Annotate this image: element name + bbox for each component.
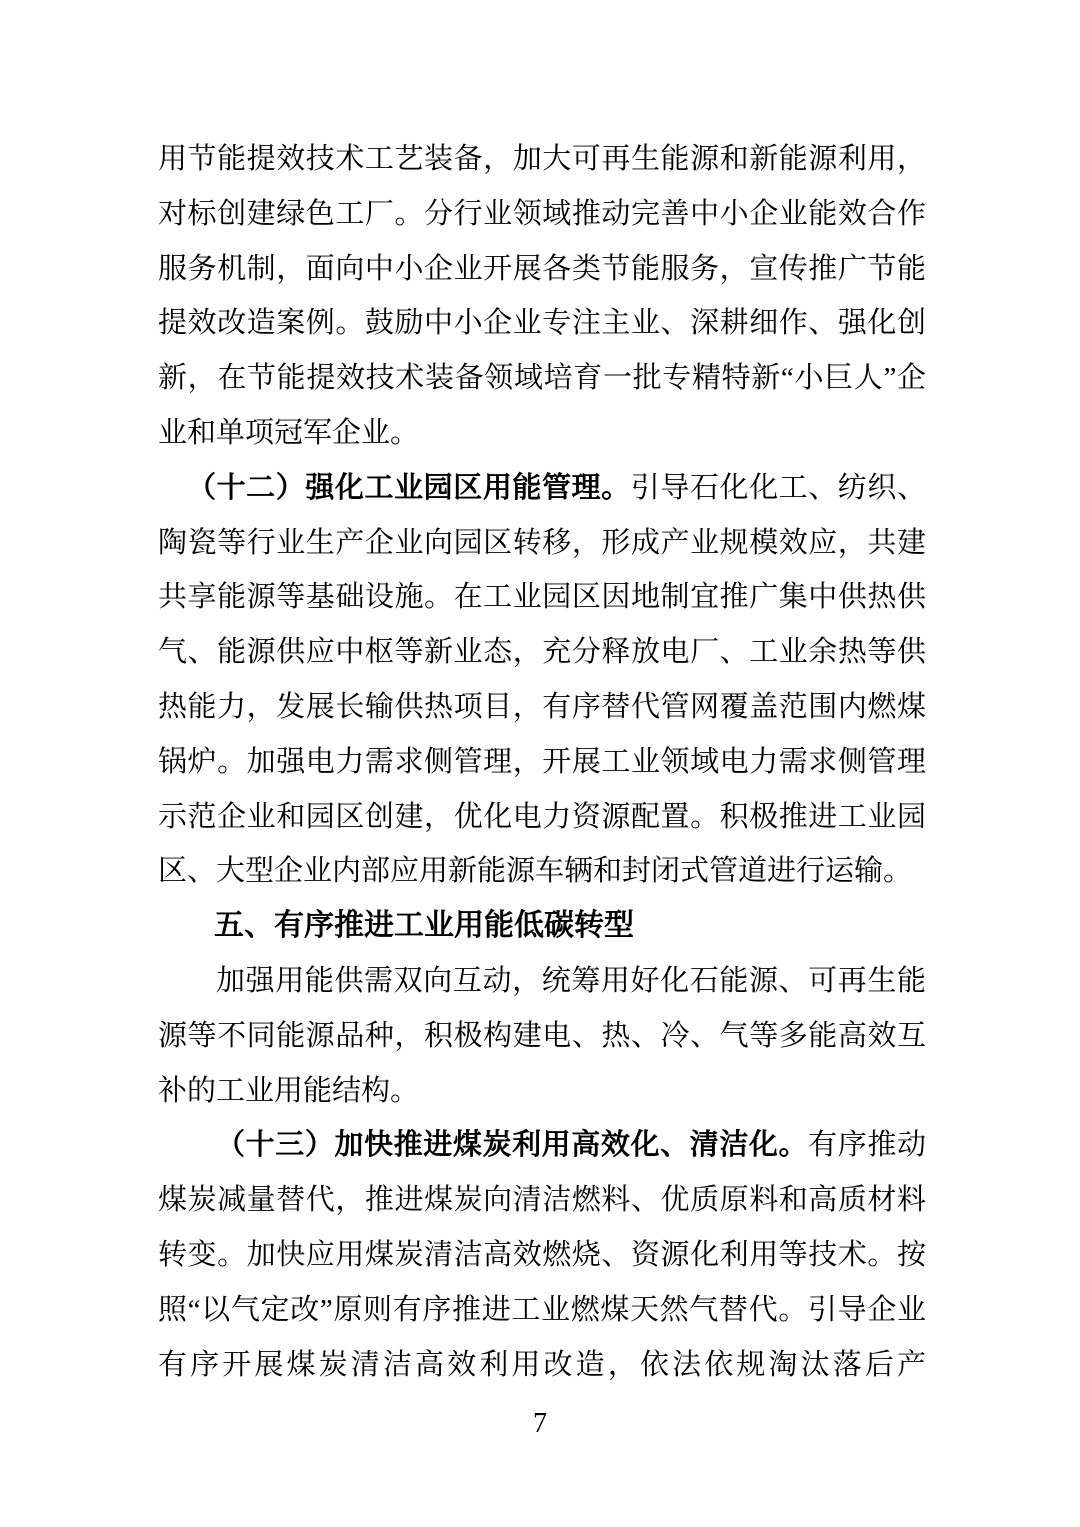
section-5-heading: 五、有序推进工业用能低碳转型 [214,909,634,943]
clause-12-body-text: 引导石化化工、纺织、陶瓷等行业生产企业向园区转移，形成产业规模效应，共建共享能源等基础设施。在工业园区因地制宜推广集中供热供气、能源供应中枢等新业态，充分释放电厂、工业余热等供热能力，发展长输供热项目，有序替代管网覆盖范围内燃煤锅炉。加强电力需求侧管理，开展工业领域电力需求侧管理示范企业和园区创建，优化电力资源配置。积极推进工业园区、大型企业内部应用新能源车辆和封闭式管道进行运输。 [158,471,926,888]
clause-13-bold-title: （十三）加快推进煤炭利用高效化、清洁化。 [216,1129,809,1162]
clause-13-body-text: 有序推动煤炭减量替代，推进煤炭向清洁燃料、优质原料和高质材料转变。加快应用煤炭清洁高效燃烧、资源化利用等技术。按照“以气定改”原则有序推进工业燃煤天然气替代。引导企业有序开展煤炭清洁高效利用改造，依法依规淘汰落后产 [158,1129,926,1381]
paragraph-clause-12 [158,461,926,899]
clause-12-bold-title: （十二）强化工业园区用能管理。 [187,471,631,504]
paragraph-clause-13 [158,1118,926,1392]
paragraph-continuation: 用节能提效技术工艺装备，加大可再生能源和新能源利用，对标创建绿色工厂。分行业领域推动完善中小企业能效合作服务机制，面向中小企业开展各类节能服务，宣传推广节能提效改造案例。鼓励中小企业专注主业、深耕细作、强化创新，在节能提效技术装备领域培育一批专精特新“小巨人”企业和单项冠军企业。 [158,143,926,449]
paragraph-section-intro: 加强用能供需双向互动，统筹用好化石能源、可再生能源等不同能源品种，积极构建电、热、冷、气等多能高效互补的工业用能结构。 [158,964,926,1107]
document-body [158,132,926,1392]
page-number: 7 [533,1408,547,1439]
